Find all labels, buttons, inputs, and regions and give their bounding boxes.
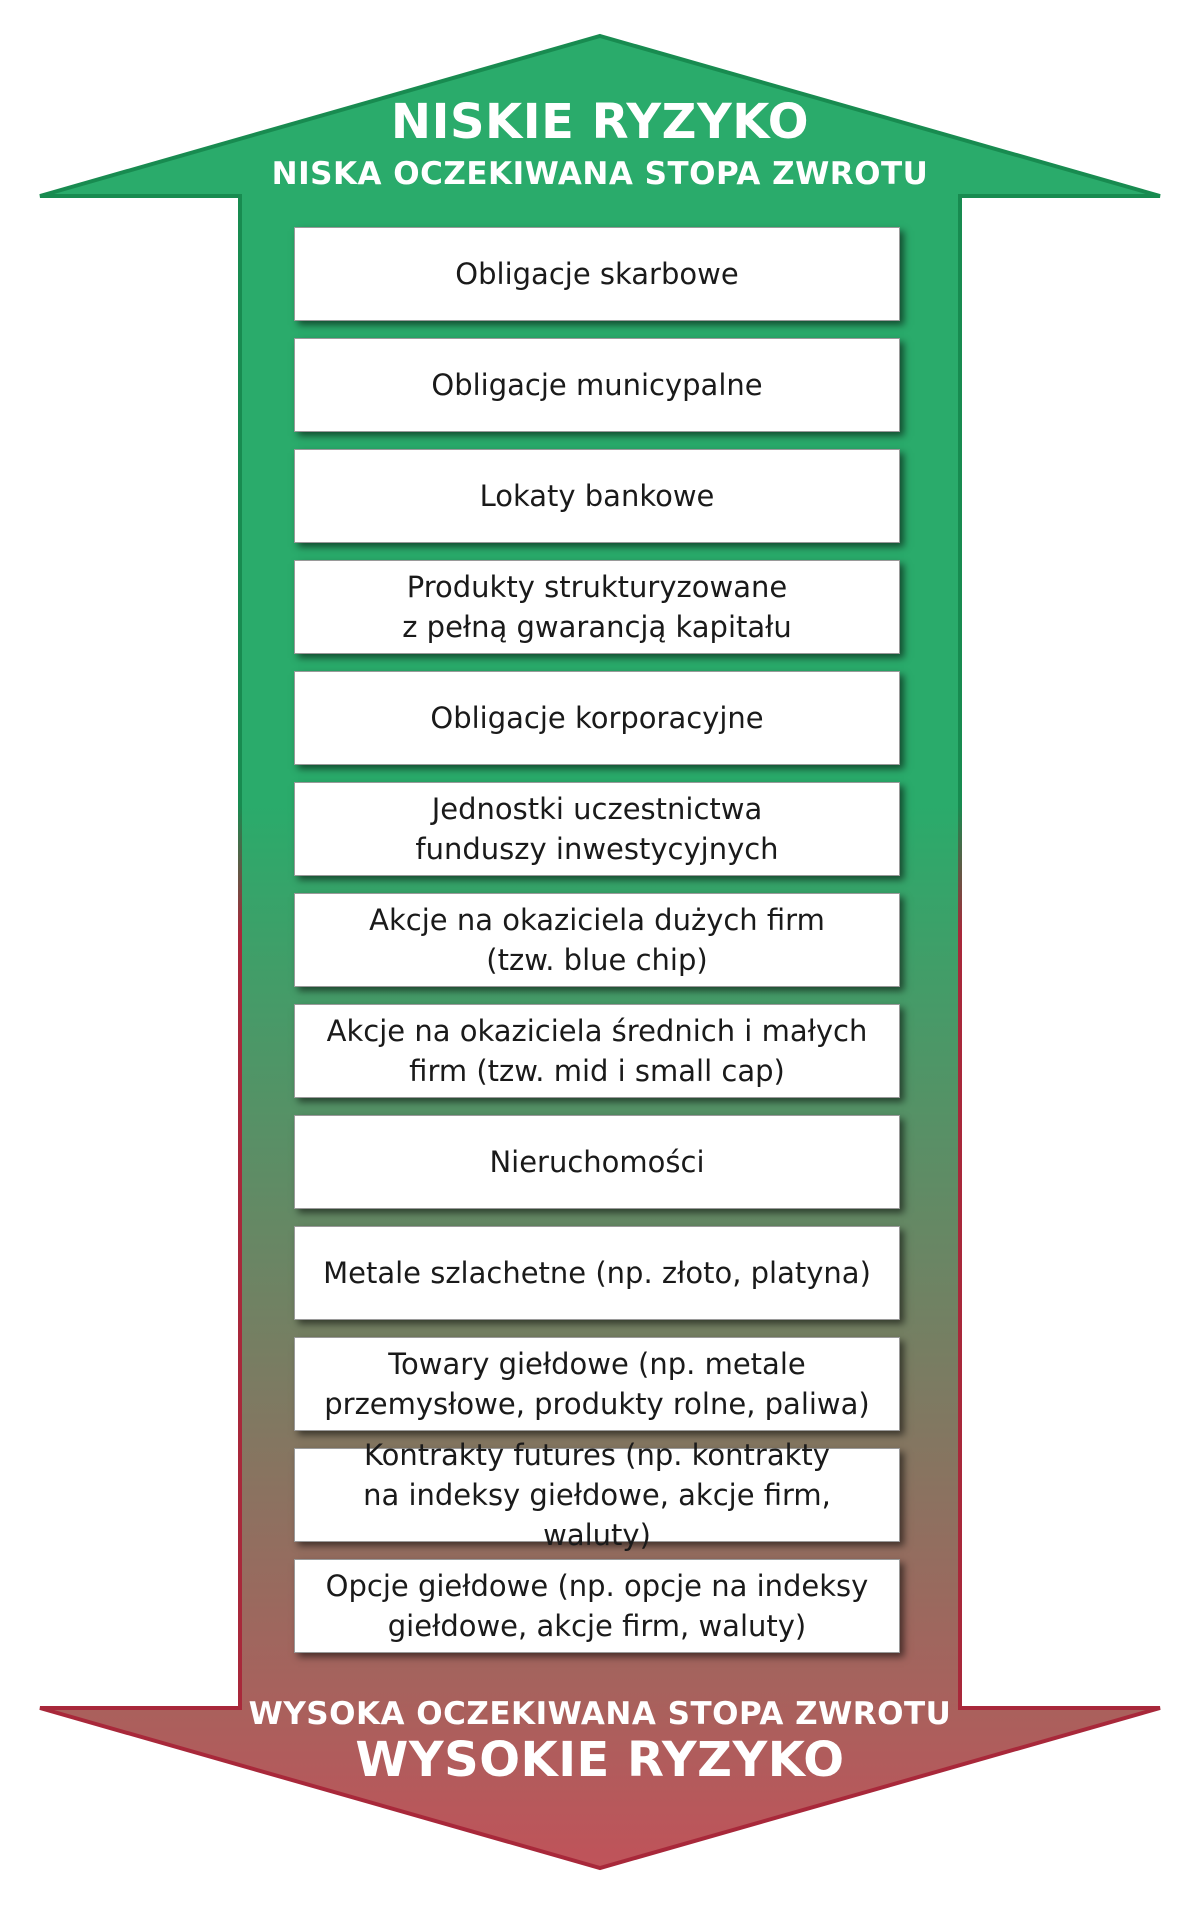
high-risk-title: WYSOKIE RYZYKO xyxy=(355,1732,845,1788)
high-return-subtitle: WYSOKA OCZEKIWANA STOPA ZWROTU xyxy=(248,1696,952,1732)
instrument-list xyxy=(294,227,900,1670)
instrument-card xyxy=(294,1438,900,1552)
instrument-card xyxy=(294,671,900,765)
instrument-label: Jednostki uczestnictwa funduszy inwestycyjnych xyxy=(415,792,779,866)
instrument-card xyxy=(294,338,900,432)
instrument-label: Towary giełdowe (np. metale przemysłowe, produkty rolne, paliwa) xyxy=(324,1347,870,1421)
instrument-label: Kontrakty futures (np. kontrakty na indeksy giełdowe, akcje firm, waluty) xyxy=(363,1438,831,1552)
instrument-card xyxy=(294,449,900,543)
instrument-label: Nieruchomości xyxy=(489,1145,705,1179)
instrument-label: Obligacje municypalne xyxy=(431,368,763,402)
instrument-card xyxy=(294,1559,900,1653)
instrument-card xyxy=(294,1337,900,1431)
instrument-label: Obligacje korporacyjne xyxy=(430,701,764,735)
instrument-label: Akcje na okaziciela dużych firm (tzw. blue chip) xyxy=(369,903,825,977)
low-return-subtitle: NISKA OCZEKIWANA STOPA ZWROTU xyxy=(271,156,929,192)
instrument-card xyxy=(294,1004,900,1098)
instrument-label: Produkty strukturyzowane z pełną gwarancją kapitału xyxy=(402,570,792,644)
instrument-label: Obligacje skarbowe xyxy=(455,257,739,291)
instrument-label: Opcje giełdowe (np. opcje na indeksy giełdowe, akcje firm, waluty) xyxy=(325,1569,869,1643)
low-risk-title: NISKIE RYZYKO xyxy=(390,94,810,150)
instrument-label: Lokaty bankowe xyxy=(479,479,715,513)
instrument-card xyxy=(294,782,900,876)
instrument-card xyxy=(294,1115,900,1209)
instrument-card xyxy=(294,227,900,321)
instrument-card xyxy=(294,1226,900,1320)
instrument-card xyxy=(294,560,900,654)
instrument-label: Akcje na okaziciela średnich i małych firm (tzw. mid i small cap) xyxy=(326,1014,868,1088)
instrument-label: Metale szlachetne (np. złoto, platyna) xyxy=(323,1256,871,1290)
instrument-card xyxy=(294,893,900,987)
